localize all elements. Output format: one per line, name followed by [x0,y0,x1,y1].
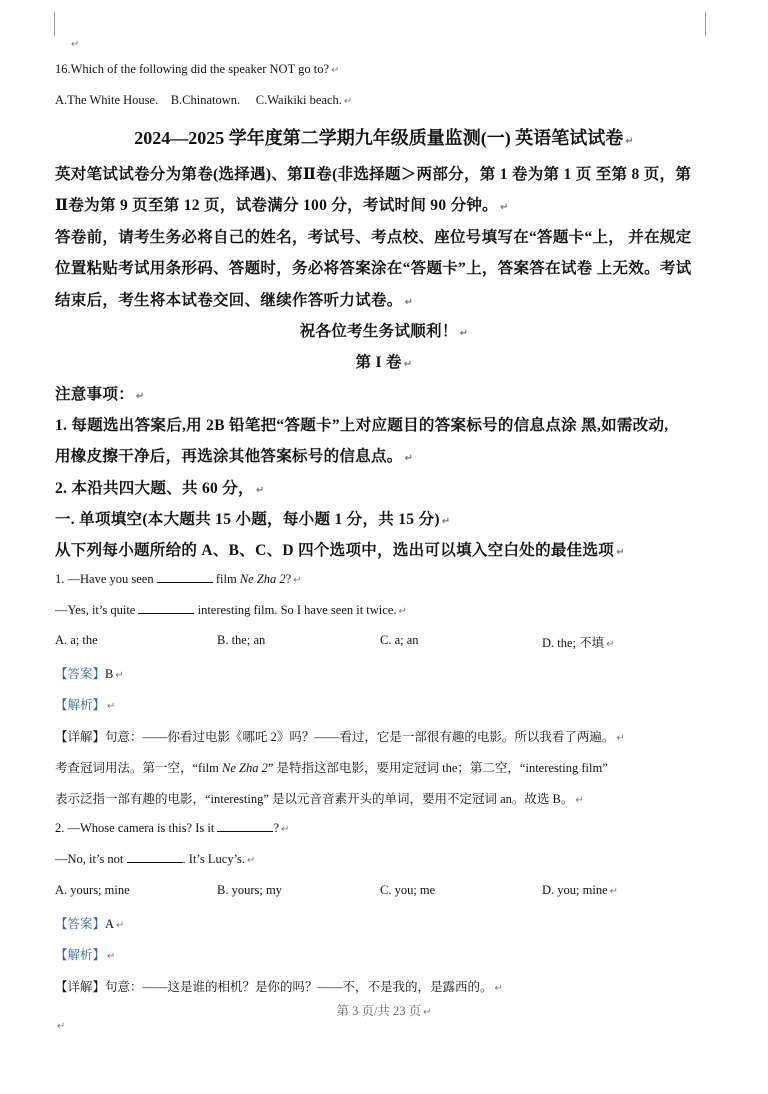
intro-line-2: Ⅱ卷为第 9 页至第 12 页，试卷满分 100 分，考试时间 90 分钟。 ↵ [55,197,509,214]
paragraph-mark: ↵ [71,39,80,50]
q1-detail-1: 【详解】句意：——你看过电影《哪吒 2》吗？——看过，它是一部很有趣的电影。所以我看了两遍。 ↵ [55,729,625,744]
option-b: B.Chinatown. [170,93,241,107]
q1-line-2: —Yes, it’s quite interesting film. So I have seen it twice. ↵ [55,603,407,617]
option-c: C. a; an [380,633,419,647]
q1-detail-2: 考查冠词用法。第一空，“film Ne Zha 2” 是特指这部电影，要用定冠词 the；第二空，“interesting film” [55,761,608,775]
q1-detail-3: 表示泛指一部有趣的电影，“interesting” 是以元音音素开头的单词，要用不定冠词 an。故选 B。 ↵ [55,792,584,806]
crop-mark-right [705,12,706,36]
part-1-heading: 一. 单项填空(本大题共 15 小题，每小题 1 分，共 15 分) ↵ [55,511,451,528]
wish-line: 祝各位考生务试顺利！ ↵ [299,323,469,340]
paragraph-mark: ↵ [57,1021,66,1032]
answer-blank [157,571,213,583]
q1-line-1: 1. —Have you seen film Ne Zha 2? ↵ [55,572,302,586]
intro-line-5: 结束后，考生将本试卷交回、继续作答听力试卷。 ↵ [55,292,414,309]
q1-answer: 【答案】B ↵ [55,666,124,681]
note-2: 2. 本沿共四大题、共 60 分， ↵ [55,480,265,497]
page-footer: 第 3 页/共 23 页 ↵ [336,1004,432,1018]
intro-line-1: 英对笔试试卷分为第卷(选择遇)、第Ⅱ卷(非选择题＞两部分，第 1 卷为第 1 页 至第 8 页，第 [55,166,692,183]
q2-options [55,883,715,901]
part-1-instruction: 从下列每小题所给的 A、B、C、D 四个选项中，选出可以填入空白处的最佳选项 ↵ [55,542,625,559]
intro-line-4: 位置粘贴考试用条形码、答题时，务必将答案涂在“答题卡”上，答案答在试卷 上无效。考试 [55,260,692,277]
q1-analysis: 【解析】 ↵ [55,697,116,712]
notes-heading: 注意事项： ↵ [55,386,145,403]
answer-blank [217,820,273,832]
q2-line-1: 2. —Whose camera is this? Is it ? ↵ [55,821,290,835]
option-d: D. the; 不填 ↵ [542,636,615,650]
option-d: D. you; mine ↵ [542,883,619,897]
intro-line-3: 答卷前，请考生务必将自己的姓名，考试号、考点校、座位号填写在“答题卡“上， 并在规定 [55,229,692,246]
option-b: B. yours; my [217,883,282,897]
header-question: 16.Which of the following did the speaker NOT go to? ↵ [55,62,340,76]
answer-blank [127,851,183,863]
option-a: A. yours; mine [55,883,130,897]
option-c: C.Waikiki beach. [255,93,342,107]
crop-mark-left [54,12,55,36]
note-1b: 用橡皮擦干净后，再选涂其他答案标号的信息点。 ↵ [55,448,414,465]
option-c: C. you; me [380,883,436,897]
header-question-options: A.The White House. B.Chinatown. C.Waikiki beach. ↵ [55,93,353,107]
q2-analysis: 【解析】 ↵ [55,947,116,962]
answer-blank [138,602,194,614]
q2-answer: 【答案】A ↵ [55,916,125,931]
q2-detail-1: 【详解】句意：——这是谁的相机？是你的吗？——不，不是我的，是露西的。 ↵ [55,979,503,994]
exam-title: 2024—2025 学年度第二学期九年级质量监测(一) 英语笔试试卷 ↵ [134,128,634,148]
q1-options [55,633,715,651]
option-b: B. the; an [217,633,266,647]
section-title: 第 I 卷 ↵ [355,354,413,371]
q2-line-2: —No, it’s not . It’s Lucy’s. ↵ [55,852,256,866]
option-a: A. a; the [55,633,98,647]
option-a: A.The White House. [55,93,159,107]
note-1a: 1. 每题选出答案后,用 2B 铅笔把“答题卡”上对应题目的答案标号的信息点涂 黑,如需改动, [55,417,669,434]
